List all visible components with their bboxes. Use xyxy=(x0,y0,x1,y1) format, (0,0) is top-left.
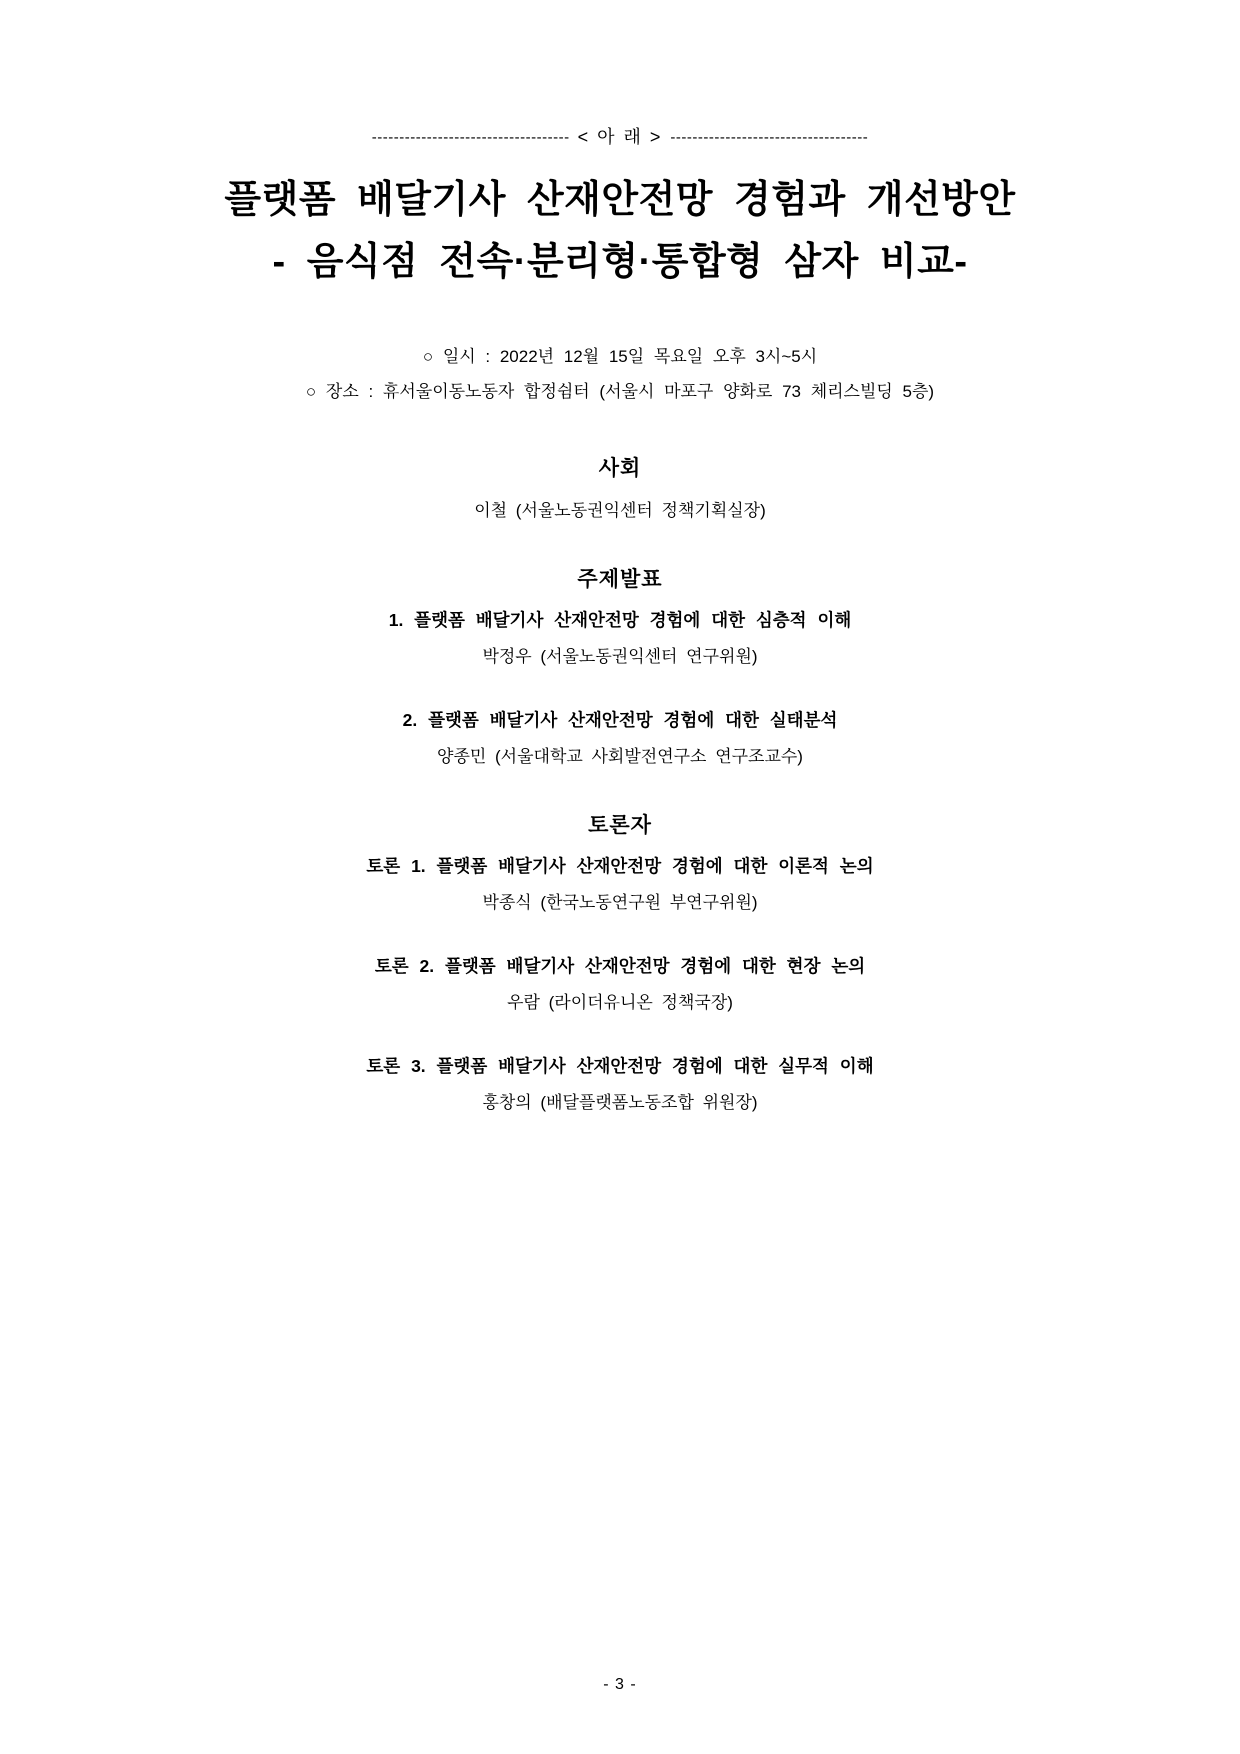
document-title-line2: - 음식점 전속·분리형·통합형 삼자 비교- xyxy=(272,240,968,283)
agenda-item xyxy=(0,707,1240,767)
section-moderator-heading: 사회 xyxy=(598,456,642,480)
agenda-item xyxy=(0,953,1240,1013)
section-discussants xyxy=(0,809,1240,1113)
presentation-2-title: 2. 플랫폼 배달기사 산재안전망 경험에 대한 실태분석 xyxy=(402,709,838,730)
presentation-1-speaker: 박정우 (서울노동권익센터 연구위원) xyxy=(482,646,758,666)
section-moderator xyxy=(0,452,1240,521)
separator-label: < 아 래 > xyxy=(577,127,663,147)
discussion-1-title: 토론 1. 플랫폼 배달기사 산재안전망 경험에 대한 이론적 논의 xyxy=(366,855,874,876)
discussion-1-speaker: 박종식 (한국노동연구원 부연구위원) xyxy=(482,892,758,912)
presentation-1-title: 1. 플랫폼 배달기사 산재안전망 경험에 대한 심층적 이해 xyxy=(388,609,852,630)
event-location: ○ 장소 : 휴서울이동노동자 합정쉼터 (서울시 마포구 양화로 73 체리스빌딩 5층) xyxy=(305,382,935,402)
event-datetime: ○ 일시 : 2022년 12월 15일 목요일 오후 3시~5시 xyxy=(422,347,818,367)
separator-line xyxy=(0,128,1240,146)
section-discussants-heading: 토론자 xyxy=(588,813,652,837)
moderator-name: 이철 (서울노동권익센터 정책기획실장) xyxy=(474,500,766,520)
discussion-2-speaker: 우람 (라이더유니온 정책국장) xyxy=(507,992,733,1012)
separator-dashes-left: ------------------------------------ xyxy=(371,129,570,146)
event-info xyxy=(0,339,1240,410)
document-title xyxy=(0,170,1240,293)
agenda-item xyxy=(0,607,1240,667)
discussion-3-speaker: 홍창의 (배달플랫폼노동조합 위원장) xyxy=(482,1092,758,1112)
section-presentations xyxy=(0,563,1240,767)
discussion-2-title: 토론 2. 플랫폼 배달기사 산재안전망 경험에 대한 현장 논의 xyxy=(374,955,866,976)
separator-dashes-right: ------------------------------------ xyxy=(670,129,869,146)
agenda-item xyxy=(0,1053,1240,1113)
section-presentations-heading: 주제발표 xyxy=(577,567,663,591)
presentation-2-speaker: 양종민 (서울대학교 사회발전연구소 연구조교수) xyxy=(437,746,803,766)
page-number: - 3 - xyxy=(603,1676,637,1693)
document-title-line1: 플랫폼 배달기사 산재안전망 경험과 개선방안 xyxy=(224,179,1016,221)
discussion-3-title: 토론 3. 플랫폼 배달기사 산재안전망 경험에 대한 실무적 이해 xyxy=(366,1055,874,1076)
agenda-item xyxy=(0,496,1240,521)
agenda-item xyxy=(0,853,1240,913)
